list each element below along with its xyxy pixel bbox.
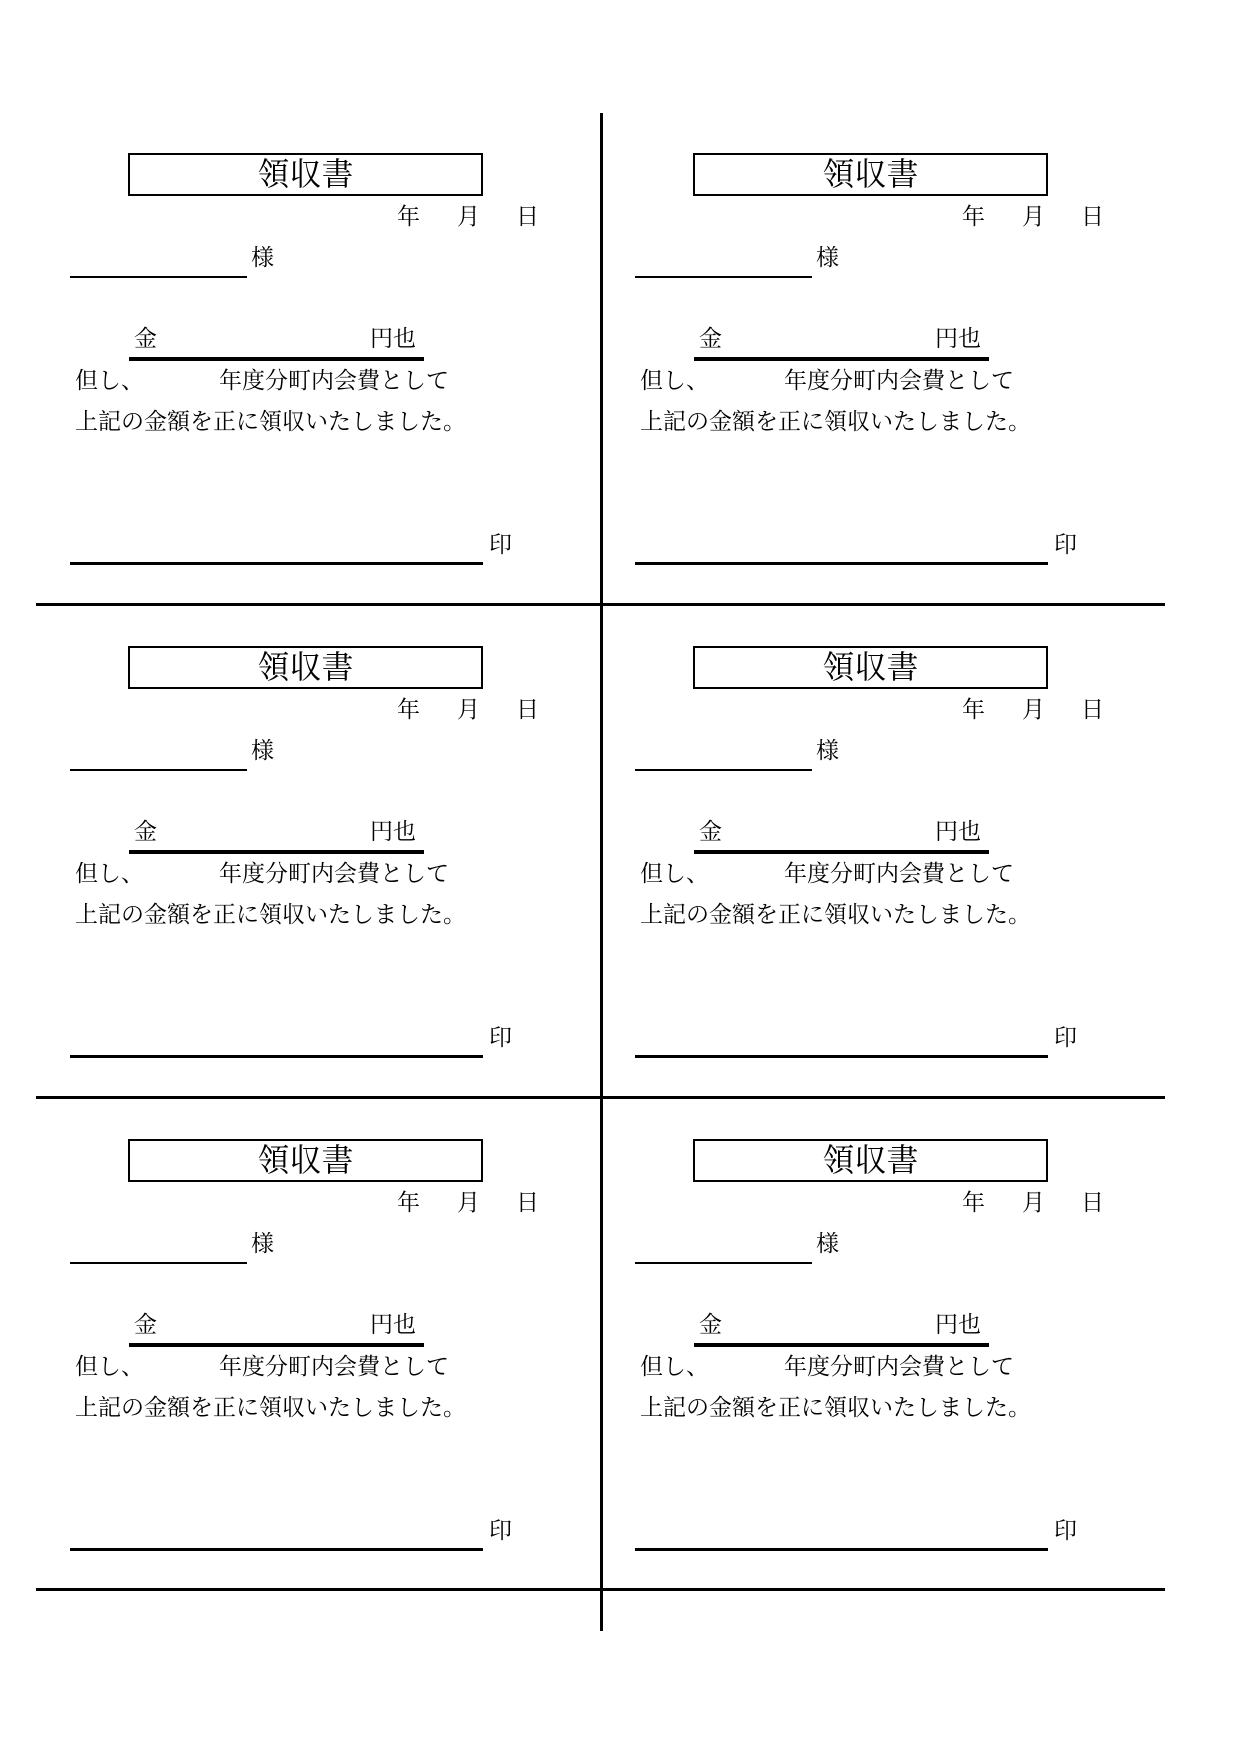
recipient-name-line[interactable]	[635, 276, 812, 278]
note-prefix: 但し、	[640, 368, 709, 394]
amount-suffix: 円也	[370, 819, 416, 845]
year-label: 年	[962, 204, 985, 230]
note-prefix: 但し、	[640, 1354, 709, 1380]
honorific-label: 様	[816, 1231, 839, 1257]
amount-line[interactable]	[129, 850, 424, 854]
signature-line[interactable]	[70, 1055, 483, 1058]
recipient-name-line[interactable]	[70, 276, 247, 278]
note-text: 年度分町内会費として	[219, 861, 449, 887]
day-label: 日	[516, 1190, 539, 1216]
note-prefix: 但し、	[75, 861, 144, 887]
confirmation-text: 上記の金額を正に領収いたしました。	[640, 1395, 1031, 1421]
day-label: 日	[516, 697, 539, 723]
amount-line[interactable]	[694, 850, 989, 854]
honorific-label: 様	[251, 738, 274, 764]
amount-line[interactable]	[694, 1343, 989, 1347]
year-label: 年	[397, 697, 420, 723]
amount-prefix: 金	[134, 1312, 157, 1338]
receipt	[565, 111, 1125, 604]
seal-label: 印	[1054, 1025, 1077, 1051]
amount-prefix: 金	[134, 326, 157, 352]
year-label: 年	[962, 697, 985, 723]
signature-line[interactable]	[635, 1548, 1048, 1551]
month-label: 月	[457, 697, 480, 723]
recipient-name-line[interactable]	[635, 769, 812, 771]
month-label: 月	[1022, 204, 1045, 230]
receipt-title: 領収書	[693, 646, 1048, 689]
day-label: 日	[1081, 1190, 1104, 1216]
signature-line[interactable]	[70, 1548, 483, 1551]
amount-prefix: 金	[134, 819, 157, 845]
receipt	[0, 604, 560, 1097]
receipt-title: 領収書	[693, 153, 1048, 196]
confirmation-text: 上記の金額を正に領収いたしました。	[75, 409, 466, 435]
amount-prefix: 金	[699, 819, 722, 845]
note-text: 年度分町内会費として	[219, 1354, 449, 1380]
receipt-title: 領収書	[128, 1139, 483, 1182]
amount-suffix: 円也	[370, 1312, 416, 1338]
amount-suffix: 円也	[935, 819, 981, 845]
honorific-label: 様	[251, 1231, 274, 1257]
honorific-label: 様	[816, 738, 839, 764]
receipt	[0, 1097, 560, 1590]
amount-suffix: 円也	[935, 1312, 981, 1338]
note-text: 年度分町内会費として	[784, 368, 1014, 394]
receipt-title: 領収書	[693, 1139, 1048, 1182]
recipient-name-line[interactable]	[635, 1262, 812, 1264]
honorific-label: 様	[816, 245, 839, 271]
amount-suffix: 円也	[370, 326, 416, 352]
amount-suffix: 円也	[935, 326, 981, 352]
amount-prefix: 金	[699, 1312, 722, 1338]
month-label: 月	[457, 204, 480, 230]
year-label: 年	[962, 1190, 985, 1216]
confirmation-text: 上記の金額を正に領収いたしました。	[640, 902, 1031, 928]
day-label: 日	[516, 204, 539, 230]
receipt-title: 領収書	[128, 646, 483, 689]
confirmation-text: 上記の金額を正に領収いたしました。	[75, 1395, 466, 1421]
day-label: 日	[1081, 697, 1104, 723]
amount-line[interactable]	[129, 357, 424, 361]
seal-label: 印	[489, 532, 512, 558]
recipient-name-line[interactable]	[70, 1262, 247, 1264]
note-text: 年度分町内会費として	[219, 368, 449, 394]
year-label: 年	[397, 1190, 420, 1216]
seal-label: 印	[1054, 532, 1077, 558]
month-label: 月	[457, 1190, 480, 1216]
confirmation-text: 上記の金額を正に領収いたしました。	[75, 902, 466, 928]
note-prefix: 但し、	[75, 1354, 144, 1380]
note-text: 年度分町内会費として	[784, 861, 1014, 887]
month-label: 月	[1022, 697, 1045, 723]
confirmation-text: 上記の金額を正に領収いたしました。	[640, 409, 1031, 435]
note-text: 年度分町内会費として	[784, 1354, 1014, 1380]
receipt	[0, 111, 560, 604]
year-label: 年	[397, 204, 420, 230]
receipt	[565, 1097, 1125, 1590]
signature-line[interactable]	[70, 562, 483, 565]
seal-label: 印	[489, 1518, 512, 1544]
receipt-title: 領収書	[128, 153, 483, 196]
amount-prefix: 金	[699, 326, 722, 352]
receipt	[565, 604, 1125, 1097]
day-label: 日	[1081, 204, 1104, 230]
month-label: 月	[1022, 1190, 1045, 1216]
recipient-name-line[interactable]	[70, 769, 247, 771]
seal-label: 印	[489, 1025, 512, 1051]
note-prefix: 但し、	[75, 368, 144, 394]
note-prefix: 但し、	[640, 861, 709, 887]
seal-label: 印	[1054, 1518, 1077, 1544]
signature-line[interactable]	[635, 1055, 1048, 1058]
signature-line[interactable]	[635, 562, 1048, 565]
honorific-label: 様	[251, 245, 274, 271]
amount-line[interactable]	[129, 1343, 424, 1347]
amount-line[interactable]	[694, 357, 989, 361]
